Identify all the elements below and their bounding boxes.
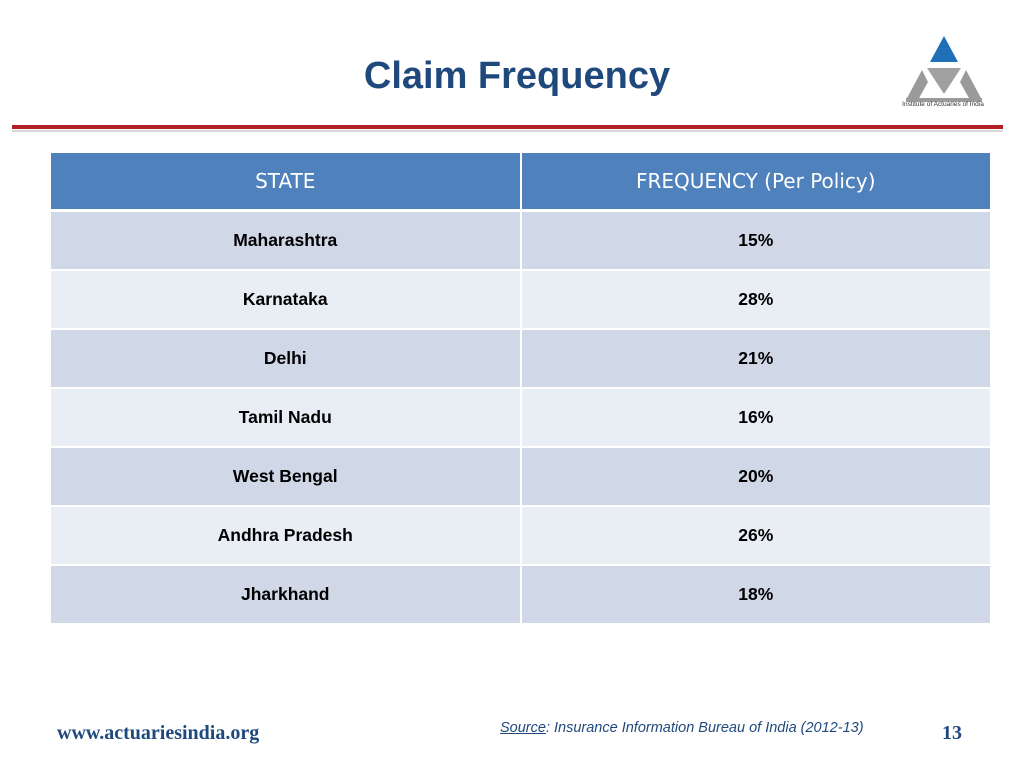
frequency-cell: 20%	[521, 447, 991, 506]
table-row	[51, 211, 990, 271]
column-header-frequency: FREQUENCY (Per Policy)	[521, 153, 991, 211]
institute-logo-icon	[894, 32, 994, 112]
title-divider	[12, 125, 1003, 129]
frequency-cell: 28%	[521, 270, 991, 329]
table-row	[51, 506, 990, 565]
state-cell: Andhra Pradesh	[51, 506, 521, 565]
source-label: Source	[500, 720, 546, 736]
claim-frequency-table	[51, 153, 990, 625]
table-row	[51, 447, 990, 506]
slide-title: Claim Frequency	[363, 55, 671, 97]
state-cell: Maharashtra	[51, 211, 521, 271]
logo-caption: Institute of Actuaries of India	[902, 101, 984, 108]
state-cell: West Bengal	[51, 447, 521, 506]
frequency-cell: 26%	[521, 506, 991, 565]
website-link[interactable]: www.actuariesindia.org	[57, 722, 260, 744]
state-cell: Tamil Nadu	[51, 388, 521, 447]
page-number: 13	[942, 722, 962, 744]
table-header-row	[51, 153, 990, 211]
table-row	[51, 329, 990, 388]
frequency-cell: 21%	[521, 329, 991, 388]
state-cell: Jharkhand	[51, 565, 521, 624]
title-divider-shadow	[12, 130, 1003, 132]
source-citation	[500, 720, 864, 736]
table-row	[51, 565, 990, 624]
frequency-cell: 16%	[521, 388, 991, 447]
column-header-state: STATE	[51, 153, 521, 211]
source-text: : Insurance Information Bureau of India (2012-13)	[545, 720, 864, 736]
frequency-cell: 15%	[521, 211, 991, 271]
state-cell: Karnataka	[51, 270, 521, 329]
table-row	[51, 388, 990, 447]
frequency-cell: 18%	[521, 565, 991, 624]
table-row	[51, 270, 990, 329]
state-cell: Delhi	[51, 329, 521, 388]
